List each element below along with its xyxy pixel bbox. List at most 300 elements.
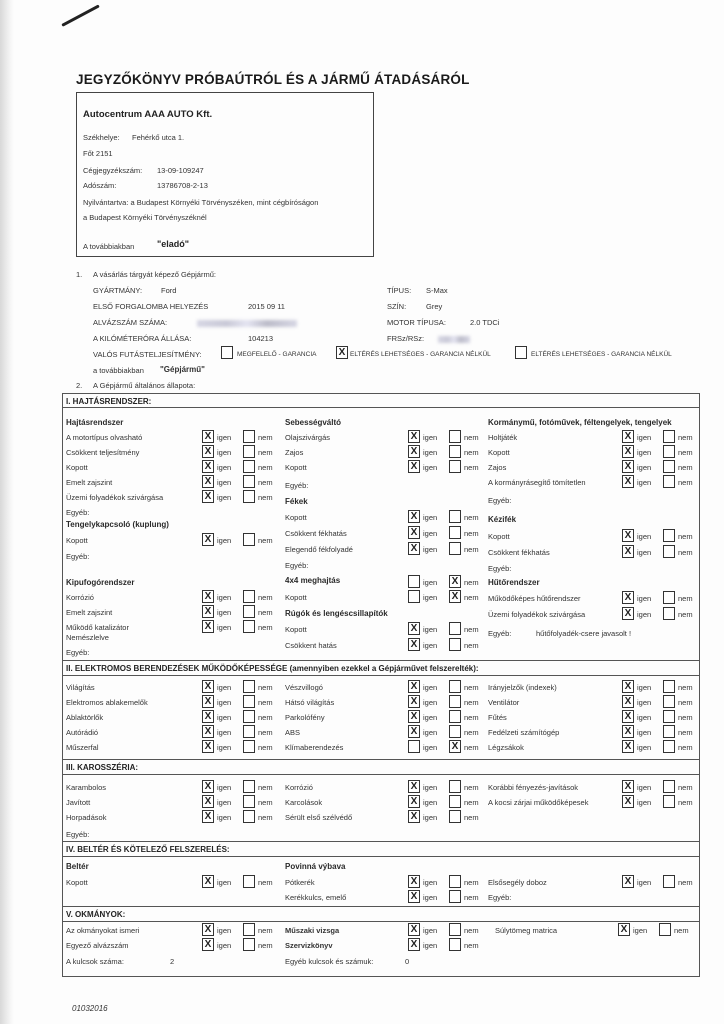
electrical-col1-item-yes-checkbox[interactable]: X — [202, 725, 214, 738]
springs-item-no-checkbox[interactable] — [449, 638, 461, 651]
steering-item-yes-checkbox[interactable]: X — [622, 475, 634, 488]
seller-city: Főt 2151 — [83, 149, 113, 158]
steering-item-yes-label: igen — [637, 448, 652, 457]
electrical-col3-item: Légzsákok — [488, 743, 524, 752]
body-col3-item-no-label: nem — [678, 798, 693, 807]
clutch-item-no-label: nem — [258, 536, 273, 545]
drivetrain-item: Csökkent teljesítmény — [66, 448, 140, 457]
body-other: Egyéb: — [66, 830, 90, 839]
electrical-col3-item-no-checkbox[interactable] — [663, 695, 675, 708]
exhaust-item-no-label: nem — [258, 608, 273, 617]
electrical-col3-item-yes-label: igen — [637, 683, 652, 692]
condition-table — [62, 393, 700, 977]
section-2-title: II. ELEKTROMOS BERENDEZÉSEK MŰKÖDŐKÉPESSÉGE (amennyiben ezekkel a Gépjárművet felszerelték): — [66, 664, 479, 673]
steering-title: Kormánymű, fotóművek, féltengelyek, tengelyek — [488, 418, 672, 427]
documents-col2-item-yes-checkbox[interactable]: X — [408, 938, 420, 951]
electrical-col3-item-yes-checkbox[interactable]: X — [622, 680, 634, 693]
drivetrain-item-no-label: nem — [258, 448, 273, 457]
steering-item-yes-checkbox[interactable]: X — [622, 445, 634, 458]
documents-col1-item-yes-checkbox[interactable]: X — [202, 923, 214, 936]
drivetrain-item-no-checkbox[interactable] — [243, 475, 255, 488]
drivetrain-item-yes-checkbox[interactable]: X — [202, 445, 214, 458]
gearbox-item-no-label: nem — [464, 433, 479, 442]
mandatory-item-no-label: nem — [464, 893, 479, 902]
body-col3-item-no-checkbox[interactable] — [663, 780, 675, 793]
handbrake-item-no-label: nem — [678, 548, 693, 557]
electrical-col3-item-no-checkbox[interactable] — [663, 740, 675, 753]
documents-col2-item-yes-label: igen — [423, 941, 438, 950]
electrical-col2-item-yes-checkbox[interactable]: X — [408, 695, 420, 708]
exhaust-item: Emelt zajszint — [66, 608, 113, 617]
brakes-item-yes-checkbox[interactable]: X — [408, 510, 420, 523]
mandatory-item: Pótkerék — [285, 878, 315, 887]
body-col3-item-yes-label: igen — [637, 798, 652, 807]
exhaust-item-no-label: nem — [258, 593, 273, 602]
handbrake-item-yes-label: igen — [637, 548, 652, 557]
documents-col1-item-yes-label: igen — [217, 926, 232, 935]
other-keys-value: 0 — [405, 957, 410, 966]
interior-item-yes-label: igen — [217, 878, 232, 887]
body-col3-item-yes-label: igen — [637, 783, 652, 792]
electrical-col1-item-no-checkbox[interactable] — [243, 740, 255, 753]
electrical-col3-item-yes-checkbox[interactable]: X — [622, 740, 634, 753]
exhaust-item: Korrózió — [66, 593, 94, 602]
mandatory-item-yes-checkbox[interactable]: X — [408, 890, 420, 903]
gearbox-item: Olajszivárgás — [285, 433, 331, 442]
electrical-col1-item-yes-label: igen — [217, 713, 232, 722]
electrical-col1-item-yes-label: igen — [217, 683, 232, 692]
equipment-col3-item-no-checkbox[interactable] — [663, 875, 675, 888]
gearbox-other: Egyéb: — [285, 481, 309, 490]
electrical-col3-item-yes-label: igen — [637, 728, 652, 737]
springs-item-no-label: nem — [464, 625, 479, 634]
electrical-col2-item-yes-label: igen — [423, 743, 438, 752]
steering-item-no-checkbox[interactable] — [663, 460, 675, 473]
electrical-col3-item-no-checkbox[interactable] — [663, 725, 675, 738]
interior-title: Beltér — [66, 862, 89, 871]
body-col1-item-no-checkbox[interactable] — [243, 795, 255, 808]
body-col2-item-yes-checkbox[interactable]: X — [408, 780, 420, 793]
awd-title-no-checkbox[interactable]: X — [449, 575, 461, 588]
electrical-col2-item-yes-checkbox[interactable]: X — [408, 710, 420, 723]
gearbox-item-no-label: nem — [464, 463, 479, 472]
cooling-item-no-label: nem — [678, 594, 693, 603]
mandatory-item-no-checkbox[interactable] — [449, 890, 461, 903]
electrical-col1-item-no-checkbox[interactable] — [243, 680, 255, 693]
electrical-col3-item-yes-checkbox[interactable]: X — [622, 695, 634, 708]
electrical-col1-item-no-label: nem — [258, 683, 273, 692]
electrical-col1-item: Ablaktörlők — [66, 713, 104, 722]
gearbox-item-no-checkbox[interactable] — [449, 460, 461, 473]
electrical-col3-item-no-label: nem — [678, 728, 693, 737]
awd-item: Kopott — [285, 593, 307, 602]
seller-reg-label: Cégjegyzékszám: — [83, 166, 143, 175]
vin-label: ALVÁZSZÁM SZÁMA: — [93, 318, 168, 327]
body-col2-item-no-checkbox[interactable] — [449, 810, 461, 823]
drivetrain-item-yes-label: igen — [217, 493, 232, 502]
type-value: S-Max — [426, 286, 448, 295]
electrical-col2-item-no-label: nem — [464, 698, 479, 707]
electrical-col1-item-yes-checkbox[interactable]: X — [202, 710, 214, 723]
steering-item-yes-checkbox[interactable]: X — [622, 430, 634, 443]
condition-label: A Gépjármű általános állapota: — [93, 381, 196, 390]
documents-col1-item-no-checkbox[interactable] — [243, 938, 255, 951]
electrical-col1-item-no-label: nem — [258, 713, 273, 722]
cooling-other-value: hűtőfolyadék-csere javasolt ! — [536, 629, 632, 638]
clutch-item-yes-label: igen — [217, 536, 232, 545]
body-col1-item-no-checkbox[interactable] — [243, 810, 255, 823]
brakes-item-yes-checkbox[interactable]: X — [408, 526, 420, 539]
documents-col3-item-no-checkbox[interactable] — [659, 923, 671, 936]
electrical-col2-item-yes-label: igen — [423, 698, 438, 707]
documents-col2-item-yes-label: igen — [423, 926, 438, 935]
handbrake-item-yes-label: igen — [637, 532, 652, 541]
seller-registry-2: a Budapest Környéki Törvényszéknél — [83, 213, 207, 222]
electrical-col3-item-no-label: nem — [678, 698, 693, 707]
mileage-option-3-checkbox[interactable] — [515, 346, 527, 359]
electrical-col3-item: Irányjelzők (indexek) — [488, 683, 557, 692]
brakes-item-yes-label: igen — [423, 513, 438, 522]
documents-col1-item: Az okmányokat ismeri — [66, 926, 140, 935]
awd-item-no-label: nem — [464, 593, 479, 602]
seller-seat-value: Fehérkő utca 1. — [132, 133, 185, 142]
drivetrain-item-yes-checkbox[interactable]: X — [202, 460, 214, 473]
seller-registry-1: Nyilvántartva: a Budapest Környéki Törvényszéken, mint cégbíróságon — [83, 198, 319, 207]
exhaust-item-no-checkbox[interactable] — [243, 620, 255, 633]
exhaust-item-yes-label: igen — [217, 608, 232, 617]
section-5-divider — [62, 921, 700, 922]
documents-col2-item-no-checkbox[interactable] — [449, 938, 461, 951]
clutch-item: Kopott — [66, 536, 88, 545]
electrical-col2-item: Vészvillogó — [285, 683, 323, 692]
pen-mark — [61, 4, 99, 26]
drivetrain-item-no-checkbox[interactable] — [243, 460, 255, 473]
mandatory-item-yes-checkbox[interactable]: X — [408, 875, 420, 888]
equipment-other: Egyéb: — [488, 893, 512, 902]
seller-tax-value: 13786708-2-13 — [157, 181, 208, 190]
brakes-item-yes-checkbox[interactable]: X — [408, 542, 420, 555]
documents-col2-item: Szervizkönyv — [285, 941, 333, 950]
brakes-item-no-label: nem — [464, 513, 479, 522]
cooling-item-no-checkbox[interactable] — [663, 607, 675, 620]
seller-hereinafter-value: "eladó" — [157, 239, 190, 249]
electrical-col3-item: Fedélzeti számítógép — [488, 728, 560, 737]
electrical-col1-item-no-label: nem — [258, 743, 273, 752]
cooling-item: Üzemi folyadékok szivárgása — [488, 610, 586, 619]
drivetrain-item-no-label: nem — [258, 463, 273, 472]
electrical-col2-item-no-label: nem — [464, 728, 479, 737]
brakes-item-no-checkbox[interactable] — [449, 542, 461, 555]
vin-redacted — [197, 320, 297, 327]
handbrake-other: Egyéb: — [488, 564, 512, 573]
keys-count-value: 2 — [170, 957, 175, 966]
exhaust-item-no-checkbox[interactable] — [243, 590, 255, 603]
drivetrain-item-no-checkbox[interactable] — [243, 490, 255, 503]
body-col1-item-yes-checkbox[interactable]: X — [202, 795, 214, 808]
electrical-col1-item-yes-label: igen — [217, 728, 232, 737]
cooling-item-yes-label: igen — [637, 594, 652, 603]
section-4-top-divider — [62, 841, 700, 842]
electrical-col2-item-no-checkbox[interactable] — [449, 710, 461, 723]
mandatory-item-yes-label: igen — [423, 878, 438, 887]
body-col1-item-no-label: nem — [258, 783, 273, 792]
documents-col3-item-yes-label: igen — [633, 926, 648, 935]
mileage-label: VALÓS FUTÁSTELJESÍTMÉNY: — [93, 350, 202, 359]
drivetrain-item: Kopott — [66, 463, 88, 472]
brakes-item: Csökkent fékhatás — [285, 529, 347, 538]
type-label: TÍPUS: — [387, 286, 412, 295]
electrical-col1-item-no-checkbox[interactable] — [243, 695, 255, 708]
exhaust-item-yes-checkbox[interactable]: X — [202, 620, 214, 633]
documents-col2-item-yes-checkbox[interactable]: X — [408, 923, 420, 936]
cooling-item-yes-checkbox[interactable]: X — [622, 591, 634, 604]
electrical-col2-item-yes-checkbox[interactable]: X — [408, 725, 420, 738]
section-4-divider — [62, 856, 700, 857]
drivetrain-item-yes-label: igen — [217, 433, 232, 442]
steering-item-no-checkbox[interactable] — [663, 445, 675, 458]
exhaust-note: Nemészlelve — [66, 633, 109, 642]
gearbox-item: Zajos — [285, 448, 304, 457]
cooling-item-no-checkbox[interactable] — [663, 591, 675, 604]
electrical-col2-item-no-checkbox[interactable] — [449, 680, 461, 693]
exhaust-item-yes-checkbox[interactable]: X — [202, 605, 214, 618]
body-col2-item: Sérült első szélvédő — [285, 813, 353, 822]
electrical-col2-item-yes-checkbox[interactable] — [408, 740, 420, 753]
mandatory-item-no-label: nem — [464, 878, 479, 887]
awd-title-yes-checkbox[interactable] — [408, 575, 420, 588]
drivetrain-item-no-checkbox[interactable] — [243, 430, 255, 443]
steering-item-yes-checkbox[interactable]: X — [622, 460, 634, 473]
handbrake-item-yes-checkbox[interactable]: X — [622, 545, 634, 558]
steering-item: Zajos — [488, 463, 507, 472]
body-col1-item: Horpadások — [66, 813, 107, 822]
electrical-col1-item: Autórádió — [66, 728, 99, 737]
plate-redacted — [438, 336, 470, 343]
exhaust-item-yes-checkbox[interactable]: X — [202, 590, 214, 603]
mileage-option-3-label: ELTÉRÉS LEHETSÉGES - GARANCIA NÉLKÜL — [531, 351, 672, 358]
mileage-option-2-label: ELTÉRÉS LEHETSÉGES - GARANCIA NÉLKÜL — [350, 351, 491, 358]
body-col1-item: Karambolos — [66, 783, 107, 792]
mileage-option-2-checkbox[interactable]: X — [336, 346, 348, 359]
gearbox-item-yes-checkbox[interactable]: X — [408, 445, 420, 458]
exhaust-item-yes-label: igen — [217, 623, 232, 632]
electrical-col2-item-no-checkbox[interactable] — [449, 695, 461, 708]
gearbox-title: Sebességváltó — [285, 418, 342, 427]
gearbox-item-yes-label: igen — [423, 448, 438, 457]
electrical-col1-item-no-checkbox[interactable] — [243, 725, 255, 738]
section-2-top-divider — [62, 660, 700, 661]
electrical-col2-item-no-label: nem — [464, 683, 479, 692]
first-reg-label: ELSŐ FORGALOMBA HELYEZÉS — [93, 302, 209, 311]
documents-col1-item-no-label: nem — [258, 941, 273, 950]
documents-col2-item-no-label: nem — [464, 926, 479, 935]
brakes-item: Kopott — [285, 513, 307, 522]
gearbox-item-no-checkbox[interactable] — [449, 430, 461, 443]
electrical-col3-item-no-checkbox[interactable] — [663, 680, 675, 693]
documents-col3-item: Súlytömeg matrica — [495, 926, 558, 935]
electrical-col1-item-no-label: nem — [258, 728, 273, 737]
equipment-col3-item: Elsősegély doboz — [488, 878, 547, 887]
brakes-item: Elegendő fékfolyadé — [285, 545, 353, 554]
steering-item: Holtjáték — [488, 433, 518, 442]
electrical-col2-item-yes-checkbox[interactable]: X — [408, 680, 420, 693]
drivetrain-item: Emelt zajszint — [66, 478, 113, 487]
section-1-divider — [62, 407, 700, 408]
drivetrain-item-yes-checkbox[interactable]: X — [202, 430, 214, 443]
steering-item-no-checkbox[interactable] — [663, 475, 675, 488]
electrical-col2-item-no-checkbox[interactable] — [449, 725, 461, 738]
body-col2-item-yes-checkbox[interactable]: X — [408, 810, 420, 823]
electrical-col1-item-yes-checkbox[interactable]: X — [202, 740, 214, 753]
clutch-item-no-checkbox[interactable] — [243, 533, 255, 546]
documents-col1-item-yes-checkbox[interactable]: X — [202, 938, 214, 951]
awd-item-yes-label: igen — [423, 593, 438, 602]
handbrake-item-no-checkbox[interactable] — [663, 529, 675, 542]
cooling-title: Hűtőrendszer — [488, 578, 540, 587]
awd-item-yes-checkbox[interactable] — [408, 590, 420, 603]
electrical-col2-item-no-checkbox[interactable]: X — [449, 740, 461, 753]
springs-item-yes-label: igen — [423, 625, 438, 634]
documents-col2-item-no-checkbox[interactable] — [449, 923, 461, 936]
make-label: GYÁRTMÁNY: — [93, 286, 143, 295]
documents-col1-item-no-label: nem — [258, 926, 273, 935]
steering-other: Egyéb: — [488, 496, 512, 505]
document-title: JEGYZŐKÖNYV PRÓBAÚTRÓL ÉS A JÁRMŰ ÁTADÁSÁRÓL — [76, 72, 470, 87]
electrical-col3-item-yes-checkbox[interactable]: X — [622, 725, 634, 738]
interior-item-yes-checkbox[interactable]: X — [202, 875, 214, 888]
body-col1-item-no-checkbox[interactable] — [243, 780, 255, 793]
engine-value: 2.0 TDCi — [470, 318, 500, 327]
electrical-col1-item: Műszerfal — [66, 743, 99, 752]
vehicle-hereinafter-value: "Gépjármű" — [160, 365, 205, 374]
steering-item: Kopott — [488, 448, 510, 457]
body-col2-item-no-label: nem — [464, 783, 479, 792]
make-value: Ford — [161, 286, 177, 295]
section-5-top-divider — [62, 906, 700, 907]
body-col2-item-yes-checkbox[interactable]: X — [408, 795, 420, 808]
electrical-col1-item-yes-label: igen — [217, 743, 232, 752]
body-col1-item-yes-checkbox[interactable]: X — [202, 810, 214, 823]
electrical-col1-item-yes-checkbox[interactable]: X — [202, 695, 214, 708]
exhaust-other: Egyéb: — [66, 648, 90, 657]
electrical-col1-item-no-label: nem — [258, 698, 273, 707]
body-col2-item: Karcolások — [285, 798, 323, 807]
handbrake-title: Kézifék — [488, 515, 517, 524]
springs-item-yes-checkbox[interactable]: X — [408, 638, 420, 651]
drivetrain-item-yes-checkbox[interactable]: X — [202, 490, 214, 503]
body-col3-item-no-checkbox[interactable] — [663, 795, 675, 808]
body-col2-item-no-checkbox[interactable] — [449, 795, 461, 808]
documents-col3-item-yes-checkbox[interactable]: X — [618, 923, 630, 936]
drivetrain-item-yes-checkbox[interactable]: X — [202, 475, 214, 488]
electrical-col1-item-no-checkbox[interactable] — [243, 710, 255, 723]
electrical-col3-item-yes-label: igen — [637, 713, 652, 722]
condition-num: 2. — [76, 381, 83, 390]
awd-title-no-label: nem — [464, 578, 479, 587]
gearbox-item-no-label: nem — [464, 448, 479, 457]
seller-seat-label: Székhelye: — [83, 133, 120, 142]
electrical-col3-item-no-checkbox[interactable] — [663, 710, 675, 723]
drivetrain-other: Egyéb: — [66, 508, 90, 517]
equipment-col3-item-yes-checkbox[interactable]: X — [622, 875, 634, 888]
equipment-col3-item-no-label: nem — [678, 878, 693, 887]
gearbox-item-yes-label: igen — [423, 463, 438, 472]
section-4-title: IV. BELTÉR ÉS KÖTELEZŐ FELSZERELÉS: — [66, 845, 230, 854]
seller-tax-label: Adószám: — [83, 181, 117, 190]
brakes-item-no-checkbox[interactable] — [449, 510, 461, 523]
documents-col1-item-no-checkbox[interactable] — [243, 923, 255, 936]
springs-item-yes-checkbox[interactable]: X — [408, 622, 420, 635]
electrical-col2-item: ABS — [285, 728, 301, 737]
body-col2-item-no-checkbox[interactable] — [449, 780, 461, 793]
electrical-col2-item-no-label: nem — [464, 713, 479, 722]
body-col3-item-yes-checkbox[interactable]: X — [622, 795, 634, 808]
body-col3-item-yes-checkbox[interactable]: X — [622, 780, 634, 793]
drivetrain-title: Hajtásrendszer — [66, 418, 124, 427]
clutch-item-yes-checkbox[interactable]: X — [202, 533, 214, 546]
steering-item-no-checkbox[interactable] — [663, 430, 675, 443]
gearbox-item-no-checkbox[interactable] — [449, 445, 461, 458]
gearbox-item-yes-checkbox[interactable]: X — [408, 430, 420, 443]
brakes-title: Fékek — [285, 497, 308, 506]
mandatory-equipment-title: Povinná výbava — [285, 862, 346, 871]
body-col1-item-yes-checkbox[interactable]: X — [202, 780, 214, 793]
clutch-other: Egyéb: — [66, 552, 90, 561]
steering-item-yes-label: igen — [637, 478, 652, 487]
body-col1-item-yes-label: igen — [217, 813, 232, 822]
awd-title: 4x4 meghajtás — [285, 576, 341, 585]
mandatory-item-no-checkbox[interactable] — [449, 875, 461, 888]
drivetrain-item: A motortípus olvasható — [66, 433, 143, 442]
electrical-col1-item-yes-checkbox[interactable]: X — [202, 680, 214, 693]
seller-company: Autocentrum AAA AUTO Kft. — [83, 109, 213, 120]
steering-item-no-label: nem — [678, 478, 693, 487]
handbrake-item-no-checkbox[interactable] — [663, 545, 675, 558]
body-col1-item: Javított — [66, 798, 91, 807]
body-col1-item-no-label: nem — [258, 798, 273, 807]
documents-col1-item-yes-label: igen — [217, 941, 232, 950]
vehicle-hereinafter-label: a továbbiakban — [93, 366, 144, 375]
vehicle-intro-num: 1. — [76, 270, 83, 279]
brakes-item-no-checkbox[interactable] — [449, 526, 461, 539]
section-2-divider — [62, 675, 700, 676]
cooling-item-yes-checkbox[interactable]: X — [622, 607, 634, 620]
footer-code: 01032016 — [72, 1004, 108, 1013]
body-col2-item-yes-label: igen — [423, 798, 438, 807]
section-3-title: III. KAROSSZÉRIA: — [66, 763, 139, 772]
gearbox-item-yes-checkbox[interactable]: X — [408, 460, 420, 473]
mandatory-item-yes-label: igen — [423, 893, 438, 902]
springs-item-no-checkbox[interactable] — [449, 622, 461, 635]
handbrake-item: Csökkent fékhatás — [488, 548, 550, 557]
handbrake-item-yes-checkbox[interactable]: X — [622, 529, 634, 542]
mileage-option-1-checkbox[interactable] — [221, 346, 233, 359]
springs-item: Csökkent hatás — [285, 641, 337, 650]
awd-item-no-checkbox[interactable]: X — [449, 590, 461, 603]
seller-box — [76, 92, 374, 257]
clutch-title: Tengelykapcsoló (kuplung) — [66, 520, 169, 529]
mileage-option-1-label: MEGFELELŐ - GARANCIA — [237, 351, 317, 358]
springs-item-yes-label: igen — [423, 641, 438, 650]
electrical-col3-item-yes-checkbox[interactable]: X — [622, 710, 634, 723]
drivetrain-item-no-checkbox[interactable] — [243, 445, 255, 458]
interior-item-no-checkbox[interactable] — [243, 875, 255, 888]
electrical-col3-item-yes-label: igen — [637, 698, 652, 707]
drivetrain-item-no-label: nem — [258, 493, 273, 502]
body-col2-item-no-label: nem — [464, 798, 479, 807]
exhaust-item-no-checkbox[interactable] — [243, 605, 255, 618]
steering-item-no-label: nem — [678, 448, 693, 457]
